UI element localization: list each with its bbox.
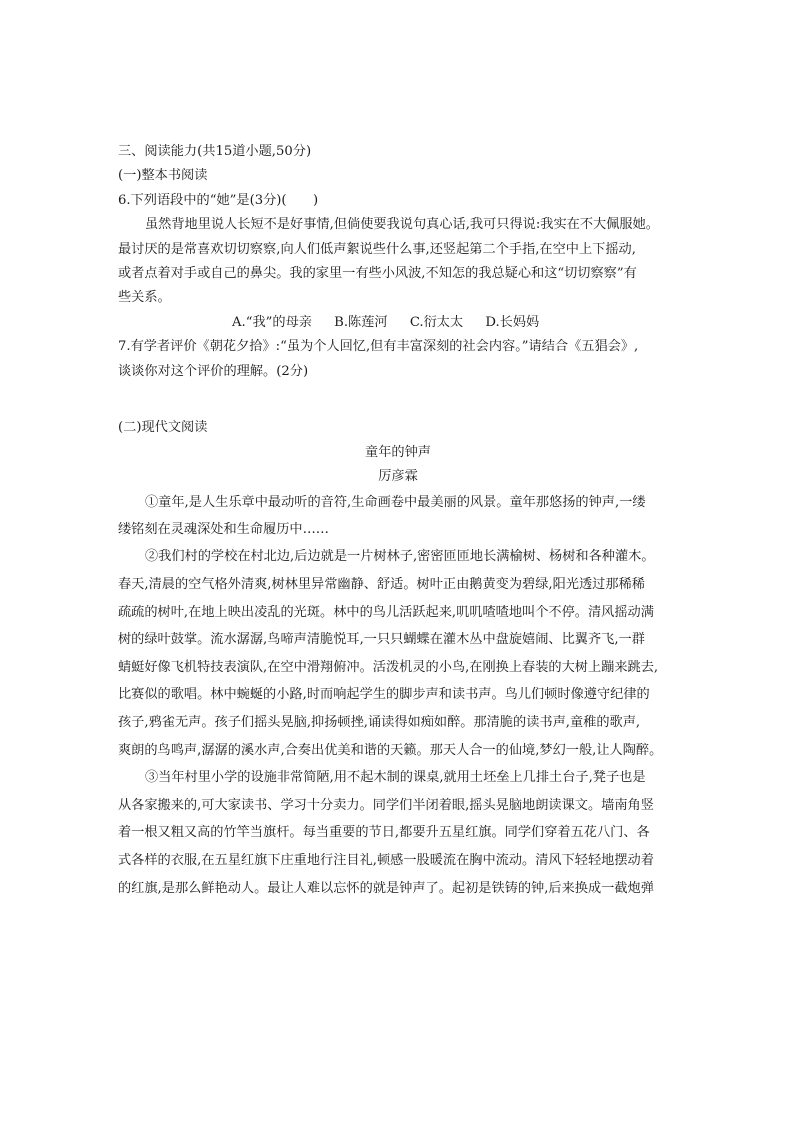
question-7-line: 7.有学者评价《朝花夕拾》:“虽为个人回忆,但有丰富深刻的社会内容。”请结合《五猖会》, [118, 339, 639, 355]
option-a: A.“我”的母亲 [232, 314, 312, 330]
option-d: D.长妈妈 [485, 314, 540, 330]
passage-line: 些关系。 [118, 290, 171, 306]
paragraph-line: 缕铭刻在灵魂深处和生命履历中…… [118, 522, 329, 538]
question-6-passage [118, 213, 678, 311]
passage-line: 或者点着对手或自己的鼻尖。我的家里一有些小风波,不知怎的我总疑心和这“切切察察”有 [118, 265, 637, 281]
article-author: 厉彦霖 [378, 469, 418, 485]
paragraph-line: ②我们村的学校在村北边,后边就是一片树林子,密密匝匝地长满榆树、杨树和各种灌木。 [145, 549, 655, 565]
paragraph-line: 爽朗的鸟鸣声,潺潺的溪水声,合奏出优美和谐的天籁。那天人合一的仙境,梦幻一般,让人陶醉。 [118, 742, 663, 758]
paragraph-line: 孩子,鸦雀无声。孩子们摇头晃脑,抑扬顿挫,诵读得如痴如醉。那清脆的读书声,童稚的歌声, [118, 715, 641, 731]
paragraph-line: 春天,清晨的空气格外清爽,树林里异常幽静、舒适。树叶正由鹅黄变为碧绿,阳光透过那稀稀 [118, 577, 645, 593]
question-7 [118, 335, 678, 384]
part2-heading: (二)现代文阅读 [118, 420, 208, 436]
paragraph-line: 蜻蜓好像飞机特技表演队,在空中滑翔俯冲。活泼机灵的小鸟,在刚换上春装的大树上蹦来跳去, [118, 659, 659, 675]
answer-space [118, 408, 678, 416]
paragraph-line: 树的绿叶鼓掌。流水潺潺,鸟啼声清脆悦耳,一只只蝴蝶在灌木丛中盘旋嬉闹、比翼齐飞,一群 [118, 632, 645, 648]
part1-heading: (一)整本书阅读 [118, 168, 208, 184]
paragraph-line: 比赛似的歌唱。林中蜿蜒的小路,时而响起学生的脚步声和读书声。鸟儿们顿时像遵守纪律的 [118, 687, 650, 703]
paragraph-line: 的红旗,是那么鲜艳动人。最让人难以忘怀的就是钟声了。起初是铁铸的钟,后来换成一截炮弹 [118, 880, 654, 896]
article-title: 童年的钟声 [365, 444, 431, 460]
section-heading: 三、阅读能力(共15道小题,50分) [118, 144, 312, 159]
option-b: B.陈莲河 [334, 314, 388, 330]
paragraph-line: 着一根又粗又高的竹竿当旗杆。每当重要的节日,都要升五星红旗。同学们穿着五花八门、各 [118, 825, 650, 841]
paragraph-line: ①童年,是人生乐章中最动听的音符,生命画卷中最美丽的风景。童年那悠扬的钟声,一缕 [145, 495, 646, 511]
passage-line: 虽然背地里说人长短不是好事情,但倘使要我说句真心话,我可只得说:我实在不大佩服她。 [145, 217, 659, 233]
paragraph-line: ③当年村里小学的设施非常简陋,用不起木制的课桌,就用土坯垒上几排土台子,凳子也是 [145, 770, 646, 786]
passage-line: 最讨厌的是常喜欢切切察察,向人们低声絮说些什么事,还竖起第二个手指,在空中上下摇动, [118, 241, 636, 257]
question-7-line: 谈谈你对这个评价的理解。(2分) [118, 363, 309, 379]
exam-page [118, 140, 678, 902]
paragraph-line: 疏疏的树叶,在地上映出凌乱的光斑。林中的鸟儿活跃起来,叽叽喳喳地叫个不停。清风摇动满 [118, 604, 654, 620]
option-c: C.衍太太 [409, 314, 464, 330]
question-6-stem: 6.下列语段中的“她”是(3分)( ) [118, 192, 319, 208]
paragraph-line: 式各样的衣服,在五星红旗下庄重地行注目礼,顿感一股暖流在胸中流动。清风下轻轻地摆动着 [118, 853, 654, 868]
article-paragraph-2 [118, 543, 678, 764]
question-6-options [118, 311, 678, 335]
article-paragraph-1 [118, 489, 678, 543]
paragraph-line: 从各家搬来的,可大家读书、学习十分卖力。同学们半闭着眼,摇头晃脑地朗读课文。墙南角竖 [118, 797, 654, 813]
answer-space [118, 384, 678, 408]
article-paragraph-3 [118, 764, 678, 902]
